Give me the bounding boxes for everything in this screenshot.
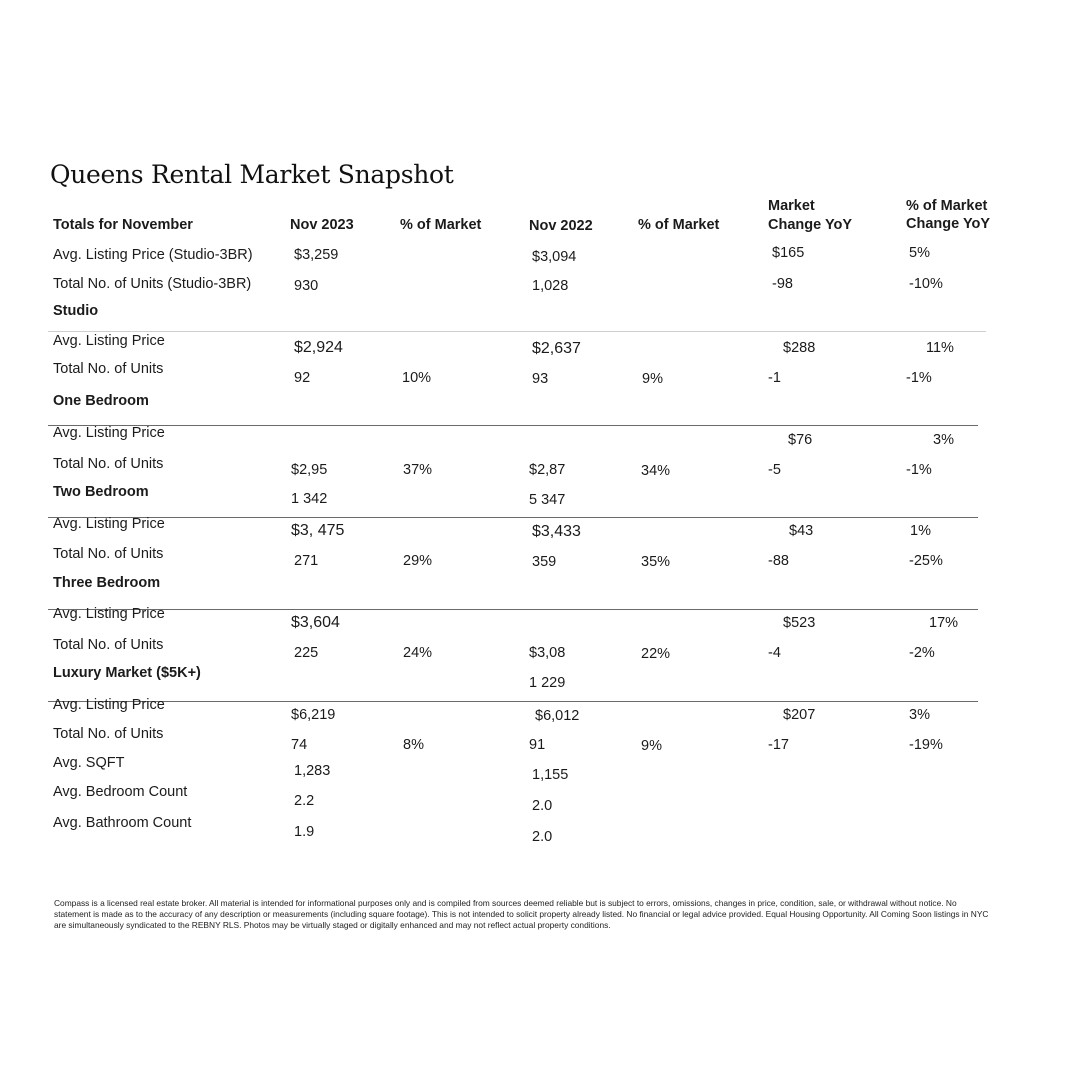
divider: [48, 609, 978, 610]
section-title-two-bedroom: Two Bedroom: [53, 484, 149, 500]
studio-units-pct2022: 9%: [642, 371, 663, 387]
studio-price-nov2023: $2,924: [294, 339, 343, 356]
one-bed-extra-nov2022: 5 347: [529, 492, 566, 508]
luxury-bathrooms-label: Avg. Bathroom Count: [53, 815, 192, 831]
two-bed-price-label: Avg. Listing Price: [53, 516, 165, 532]
luxury-units-pct2023: 8%: [403, 737, 424, 753]
one-bed-units-nov2022: $2,87: [529, 462, 566, 478]
two-bed-price-nov2022: $3,433: [532, 523, 581, 540]
luxury-bedrooms-nov2023: 2.2: [294, 793, 315, 809]
two-bed-units-nov2023: 271: [294, 553, 319, 569]
one-bed-units-pct2022: 34%: [641, 463, 671, 479]
totals-price-change: $165: [772, 245, 805, 261]
studio-units-pctchange: -1%: [906, 370, 932, 386]
luxury-sqft-label: Avg. SQFT: [53, 755, 125, 771]
three-bed-units-pct2022: 22%: [641, 646, 671, 662]
one-bed-extra-nov2023: 1 342: [291, 491, 328, 507]
header-nov2022: Nov 2022: [529, 218, 593, 234]
two-bed-units-pct2022: 35%: [641, 554, 671, 570]
three-bed-units-pctchange: -2%: [909, 645, 935, 661]
two-bed-units-nov2022: 359: [532, 554, 557, 570]
luxury-price-pctchange: 3%: [909, 707, 930, 723]
luxury-price-nov2023: $6,219: [291, 707, 336, 723]
luxury-units-label: Total No. of Units: [53, 726, 164, 742]
three-bed-extra-nov2022: 1 229: [529, 675, 566, 691]
studio-price-change: $288: [783, 340, 816, 356]
three-bed-units-nov2023: 225: [294, 645, 319, 661]
divider: [48, 701, 978, 702]
luxury-bathrooms-nov2022: 2.0: [532, 829, 553, 845]
two-bed-price-pctchange: 1%: [910, 523, 931, 539]
section-title-one-bedroom: One Bedroom: [53, 393, 149, 409]
header-pct2023: % of Market: [400, 217, 482, 233]
one-bed-price-pctchange: 3%: [933, 432, 954, 448]
studio-units-label: Total No. of Units: [53, 361, 164, 377]
header-pctchange-line2: Change YoY: [906, 216, 991, 232]
studio-units-nov2023: 92: [294, 370, 311, 386]
totals-units-pctchange: -10%: [909, 276, 943, 292]
section-title-luxury: Luxury Market ($5K+): [53, 665, 201, 681]
luxury-units-change: -17: [768, 737, 789, 753]
three-bed-price-pctchange: 17%: [929, 615, 959, 631]
totals-price-pctchange: 5%: [909, 245, 930, 261]
two-bed-price-nov2023: $3, 475: [291, 522, 345, 539]
luxury-sqft-nov2022: 1,155: [532, 767, 569, 783]
one-bed-units-nov2023: $2,95: [291, 462, 328, 478]
studio-units-nov2022: 93: [532, 371, 549, 387]
three-bed-units-pct2023: 24%: [403, 645, 433, 661]
divider: [48, 517, 978, 518]
three-bed-units-nov2022: $3,08: [529, 645, 566, 661]
totals-price-nov2022: $3,094: [532, 249, 577, 265]
divider: [48, 425, 978, 426]
header-pct2022: % of Market: [638, 217, 720, 233]
page-title: Queens Rental Market Snapshot: [50, 160, 454, 189]
three-bed-units-change: -4: [768, 645, 781, 661]
luxury-sqft-nov2023: 1,283: [294, 763, 331, 779]
luxury-price-change: $207: [783, 707, 816, 723]
luxury-price-nov2022: $6,012: [535, 708, 580, 724]
totals-price-label: Avg. Listing Price (Studio-3BR): [53, 247, 253, 263]
studio-price-pctchange: 11%: [926, 340, 954, 356]
section-title-studio: Studio: [53, 303, 99, 319]
one-bed-units-pctchange: -1%: [906, 462, 932, 478]
luxury-bedrooms-nov2022: 2.0: [532, 798, 553, 814]
three-bed-units-label: Total No. of Units: [53, 637, 164, 653]
totals-price-nov2023: $3,259: [294, 247, 339, 263]
one-bed-price-label: Avg. Listing Price: [53, 425, 165, 441]
studio-price-nov2022: $2,637: [532, 340, 581, 357]
two-bed-units-change: -88: [768, 553, 789, 569]
studio-units-change: -1: [768, 370, 781, 386]
header-nov2023: Nov 2023: [290, 217, 354, 233]
totals-units-label: Total No. of Units (Studio-3BR): [53, 276, 252, 292]
luxury-units-pctchange: -19%: [909, 737, 943, 753]
luxury-units-pct2022: 9%: [641, 738, 662, 754]
header-change-line1: Market: [768, 198, 815, 214]
one-bed-units-pct2023: 37%: [403, 462, 433, 478]
three-bed-price-nov2023: $3,604: [291, 614, 340, 631]
three-bed-price-label: Avg. Listing Price: [53, 606, 165, 622]
luxury-bedrooms-label: Avg. Bedroom Count: [53, 784, 188, 800]
two-bed-units-pct2023: 29%: [403, 553, 433, 569]
totals-units-nov2023: 930: [294, 278, 319, 294]
header-change-line2: Change YoY: [768, 217, 853, 233]
totals-units-nov2022: 1,028: [532, 278, 569, 294]
luxury-bathrooms-nov2023: 1.9: [294, 824, 315, 840]
header-pctchange-line1: % of Market: [906, 198, 988, 214]
totals-units-change: -98: [772, 276, 793, 292]
luxury-units-nov2022: 91: [529, 737, 546, 753]
divider: [48, 331, 986, 332]
legal-disclaimer: Compass is a licensed real estate broker. All material is intended for informational purposes only and is compiled from sources deemed reliable but is subject to errors, omissions, changes in price, condition, sale, or withdrawal without notice. No statement is made as to the accuracy of any description or measurements (including square footage). This is not intended to solicit property already listed. No financial or legal advice provided. Equal Housing Opportunity. All Coming Soon listings in NYC are simultaneously syndicated to the REBNY RLS. Photos may be virtually staged or digitally enhanced and may not reflect actual property conditions.: [54, 898, 989, 930]
one-bed-units-change: -5: [768, 462, 781, 478]
two-bed-units-pctchange: -25%: [909, 553, 943, 569]
three-bed-price-change: $523: [783, 615, 816, 631]
section-title-three-bedroom: Three Bedroom: [53, 575, 161, 591]
luxury-units-nov2023: 74: [291, 737, 308, 753]
one-bed-units-label: Total No. of Units: [53, 456, 164, 472]
two-bed-units-label: Total No. of Units: [53, 546, 164, 562]
studio-price-label: Avg. Listing Price: [53, 333, 165, 349]
luxury-price-label: Avg. Listing Price: [53, 697, 165, 713]
one-bed-price-change: $76: [788, 432, 813, 448]
two-bed-price-change: $43: [789, 523, 814, 539]
header-label: Totals for November: [53, 217, 193, 233]
studio-units-pct2023: 10%: [402, 370, 432, 386]
